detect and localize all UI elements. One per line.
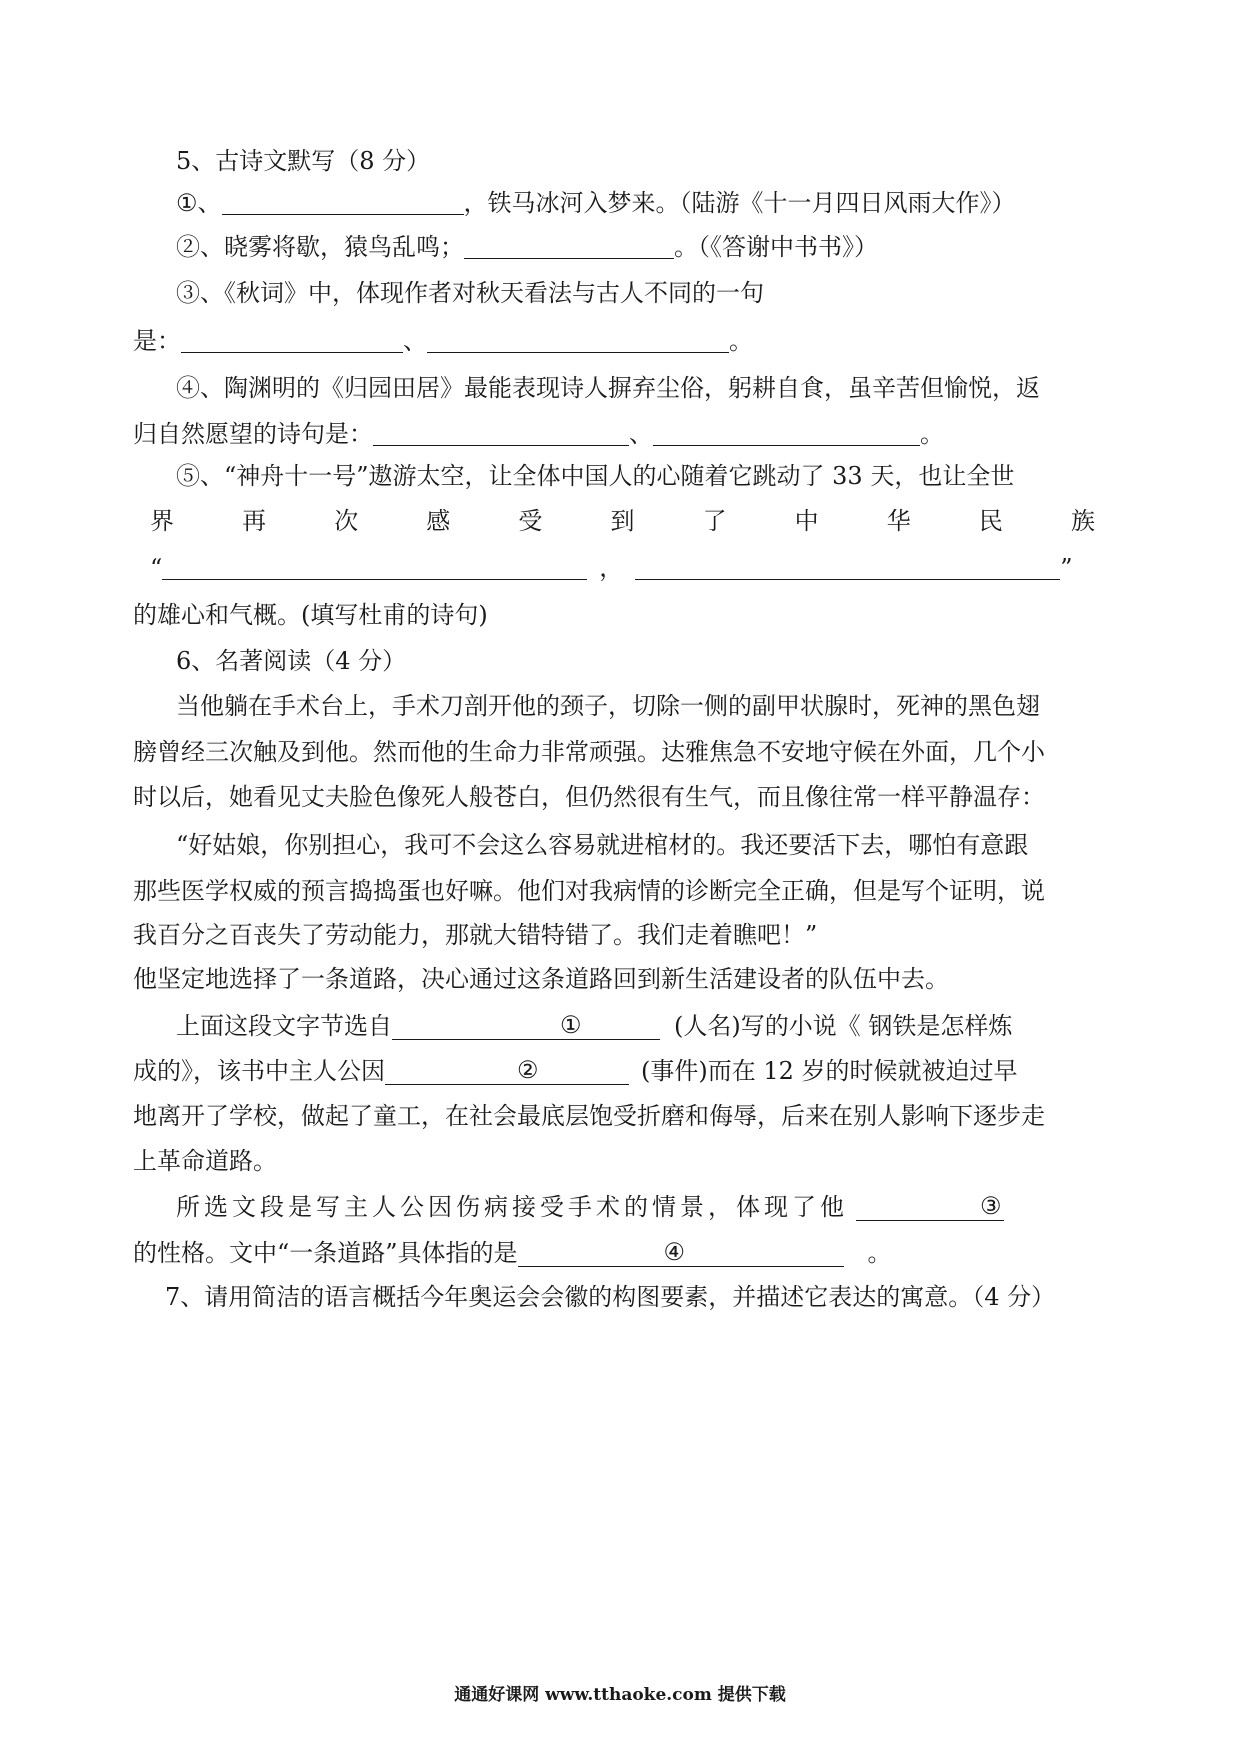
q5-item3-prompt: ③、《秋词》中，体现作者对秋天看法与古人不同的一句 xyxy=(176,279,764,307)
q5-item5-blank-1[interactable] xyxy=(162,555,587,580)
spread-char: 次 xyxy=(334,507,359,535)
q6-line-e xyxy=(176,1191,1004,1223)
circle-marker-4: ④ xyxy=(663,1238,686,1266)
q5-item5-tail: 的雄心和气概。(填写杜甫的诗句) xyxy=(133,601,488,629)
open-quote: “ xyxy=(150,554,163,582)
q6-heading: 6、名著阅读（4 分） xyxy=(176,647,407,675)
q5-item4-blank-1[interactable] xyxy=(373,421,629,446)
passage-line: 当他躺在手术台上，手术刀剖开他的颈子，切除一侧的副甲状腺时，死神的黑色翅 xyxy=(176,692,1040,720)
spread-char: 了 xyxy=(702,507,727,535)
q5-item4-end: 。 xyxy=(920,420,944,448)
passage-line: 时以后，她看见丈夫脸色像死人般苍白，但仍然很有生气，而且像往常一样平静温存： xyxy=(133,783,1045,811)
circle-marker-3: ③ xyxy=(980,1192,1002,1220)
q5-item4-prompt: ④、陶渊明的《归园田居》最能表现诗人摒弃尘俗，躬耕自食，虽辛苦但愉悦，返 xyxy=(176,374,1040,402)
q6-e-prefix: 所选文段是写主人公因伤病接受手术的情景，体现了他 xyxy=(176,1193,848,1221)
passage-line: 膀曾经三次触及到他。然而他的生命力非常顽强。达雅焦急不安地守候在外面，几个小 xyxy=(133,738,1045,766)
q6-blank-1[interactable] xyxy=(392,1011,660,1040)
q6-blank-4[interactable] xyxy=(518,1238,844,1267)
q6-a-prefix: 上面这段文字节选自 xyxy=(176,1012,392,1040)
q6-line-a xyxy=(176,1010,1012,1042)
q6-f-end: 。 xyxy=(867,1239,892,1267)
spread-char: 再 xyxy=(242,507,267,535)
q5-item1-text: ，铁马冰河入梦来。（陆游《十一月四日风雨大作》） xyxy=(463,189,1016,217)
spread-char: 受 xyxy=(518,507,543,535)
q6-a-suffix: (人名)写的小说《 钢铁是怎样炼 xyxy=(674,1012,1013,1040)
q6-b-prefix: 成的》，该书中主人公因 xyxy=(133,1057,385,1085)
q6-f-prefix: 的性格。文中“一条道路”具体指的是 xyxy=(133,1239,518,1267)
page-footer: 通通好课网 www.tthaoke.com 提供下载 xyxy=(454,1685,786,1705)
q5-item2-text: ②、晓雾将歇，猿鸟乱鸣； xyxy=(176,233,464,261)
q5-item4-answer-line xyxy=(133,418,944,450)
spread-char: 族 xyxy=(1070,507,1095,535)
q7-prompt: 7、请用简洁的语言概括今年奥运会会徽的构图要素，并描述它表达的寓意。（4 分） xyxy=(165,1283,1056,1311)
q5-item3-blank-2[interactable] xyxy=(427,328,729,353)
passage-line: “好姑娘，你别担心，我可不会这么容易就进棺材的。我还要活下去，哪怕有意跟 xyxy=(176,831,1029,859)
q5-item2-blank[interactable] xyxy=(464,234,674,259)
q5-item3-end: 。 xyxy=(729,327,753,355)
q5-item2-source: 。（《答谢中书书》） xyxy=(674,233,878,261)
q5-item3-separator: 、 xyxy=(403,327,427,355)
q6-line-d: 上革命道路。 xyxy=(133,1147,277,1175)
q5-item4-blank-2[interactable] xyxy=(653,421,920,446)
q5-item1-blank[interactable] xyxy=(222,190,464,215)
spread-char: 感 xyxy=(426,507,451,535)
q5-item5-comma: ， xyxy=(599,554,624,582)
circle-marker-2: ② xyxy=(517,1056,539,1084)
q6-b-suffix: (事件)而在 12 岁的时候就被迫过早 xyxy=(641,1057,1018,1085)
q5-item3-answer-line xyxy=(133,325,753,357)
passage-line: 我百分之百丧失了劳动能力，那就大错特错了。我们走着瞧吧！” xyxy=(133,921,818,949)
q6-blank-3[interactable] xyxy=(856,1192,1004,1221)
q5-item2 xyxy=(176,231,878,263)
spread-char: 中 xyxy=(794,507,819,535)
q5-item5-spread-line xyxy=(150,505,1095,537)
q5-heading: 5、古诗文默写（8 分） xyxy=(176,147,431,175)
spread-char: 华 xyxy=(886,507,911,535)
q6-line-c: 地离开了学校，做起了童工，在社会最底层饱受折磨和侮辱，后来在别人影响下逐步走 xyxy=(133,1102,1045,1130)
circle-marker-1: ① xyxy=(560,1011,582,1039)
q5-item1 xyxy=(176,187,1016,219)
q5-item5-blank-line xyxy=(150,552,1073,584)
close-quote: ” xyxy=(1060,554,1073,582)
q5-item1-number: ①、 xyxy=(176,189,222,217)
passage-line: 那些医学权威的预言捣捣蛋也好嘛。他们对我病情的诊断完全正确，但是写个证明，说 xyxy=(133,877,1045,905)
q5-item4-separator: 、 xyxy=(629,420,653,448)
spread-char: 民 xyxy=(978,507,1003,535)
spread-char: 到 xyxy=(610,507,635,535)
q5-item5-blank-2[interactable] xyxy=(635,555,1060,580)
q6-line-b xyxy=(133,1055,1018,1087)
passage-line: 他坚定地选择了一条道路，决心通过这条道路回到新生活建设者的队伍中去。 xyxy=(133,965,949,993)
q5-item4-prefix: 归自然愿望的诗句是： xyxy=(133,420,373,448)
q5-item3-blank-1[interactable] xyxy=(181,328,403,353)
q6-line-f xyxy=(133,1237,892,1269)
spread-char: 界 xyxy=(150,507,174,535)
q5-item3-prefix: 是： xyxy=(133,327,181,355)
q5-item5-prompt: ⑤、“神舟十一号”遨游太空，让全体中国人的心随着它跳动了 33 天，也让全世 xyxy=(176,462,1015,490)
q6-blank-2[interactable] xyxy=(385,1056,629,1085)
